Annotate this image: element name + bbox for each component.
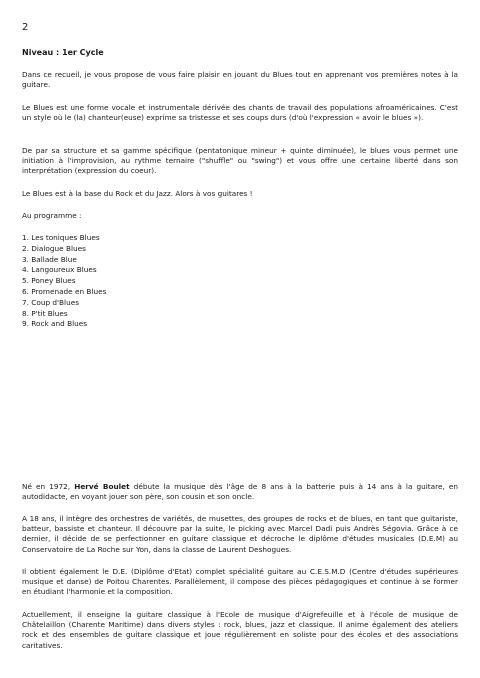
programme-item: 7. Coup d'Blues <box>22 297 80 307</box>
programme-item: 3. Ballade Blue <box>22 254 77 264</box>
programme-item: 4. Langoureux Blues <box>22 265 97 275</box>
intro-paragraph: Le Blues est une forme vocale et instrumentale dérivée des chants de travail des populations afroaméricaines. C'est un style où le (la) chanteur(euse) exprime sa tristesse et ses coups durs (d'où l'expression « avoir le blues »). <box>22 103 458 123</box>
intro-paragraph: De par sa structure et sa gamme spécifique (pentatonique mineur + quinte diminuée), le blues vous permet une initiation à l'improvision, au rythme ternaire ("shuffle" ou "swing") et vous offre une certaine liberté dans son interprétation (expression du coeur). <box>22 146 458 176</box>
bio-paragraph: A 18 ans, il intègre des orchestres de variétés, de musettes, des groupes de rocks et de blues, en tant que guitariste, batteur, bassiste et chanteur. Il découvre par la suite, le picking avec Marcel Dadi puis Andrès Ségovia. Grâce à ce dernier, il décide de se perfectionner en guitare classique et décroche le diplôme d'études musicales (D.E.M) au Conservatoire de La Roche sur Yon, dans la classe de Laurent Deshogues. <box>22 514 458 554</box>
programme-item: 5. Poney Blues <box>22 276 76 286</box>
programme-item: 1. Les toniques Blues <box>22 233 100 242</box>
programme-item: 6. Promenade en Blues <box>22 286 107 296</box>
bio-paragraph: Il obtient également le D.E. (Diplôme d'Etat) complet spécialité guitare au C.E.S.M.D (Centre d'études supérieures musique et danse) de Poitou Charentes. Parallèlement, il compose des pièces pédagogiques et continue à se former en étudiant l'harmonie et la composition. <box>22 567 458 597</box>
author-name: Hervé Boulet <box>74 482 130 491</box>
bio-paragraph <box>22 482 458 502</box>
intro-paragraph: Le Blues est à la base du Rock et du Jazz. Alors à vos guitares ! <box>22 189 253 198</box>
bio-text: débute la musique dès l'âge de 8 ans à la batterie puis à 14 ans à la guitare, en autodidacte, en voyant jouer son père, son cousin et son oncle. <box>22 482 458 502</box>
programme-heading: Au programme : <box>22 211 82 220</box>
programme-item: 9. Rock and Blues <box>22 319 88 329</box>
programme-item: 8. P'tit Blues <box>22 308 68 318</box>
bio-text: Né en 1972, <box>22 482 75 491</box>
level-heading: Niveau : 1er Cycle <box>22 48 104 57</box>
programme-item: 2. Dialogue Blues <box>22 243 86 253</box>
programme-list <box>22 233 106 330</box>
intro-paragraph: Dans ce recueil, je vous propose de vous faire plaisir en jouant du Blues tout en apprenant vos premières notes à la guitare. <box>22 70 458 90</box>
bio-paragraph: Actuellement, il enseigne la guitare classique à l'Ecole de musique d'Aigrefeuille et à l'école de musique de Châtelaillon (Charente Maritime) dans divers styles : rock, blues, jazz et classique. Il anime également des ateliers rock et des ensembles de guitare classique et joue régulièrement en soliste pour des écoles et des associations caritatives. <box>22 610 458 650</box>
page-number: 2 <box>22 22 29 33</box>
